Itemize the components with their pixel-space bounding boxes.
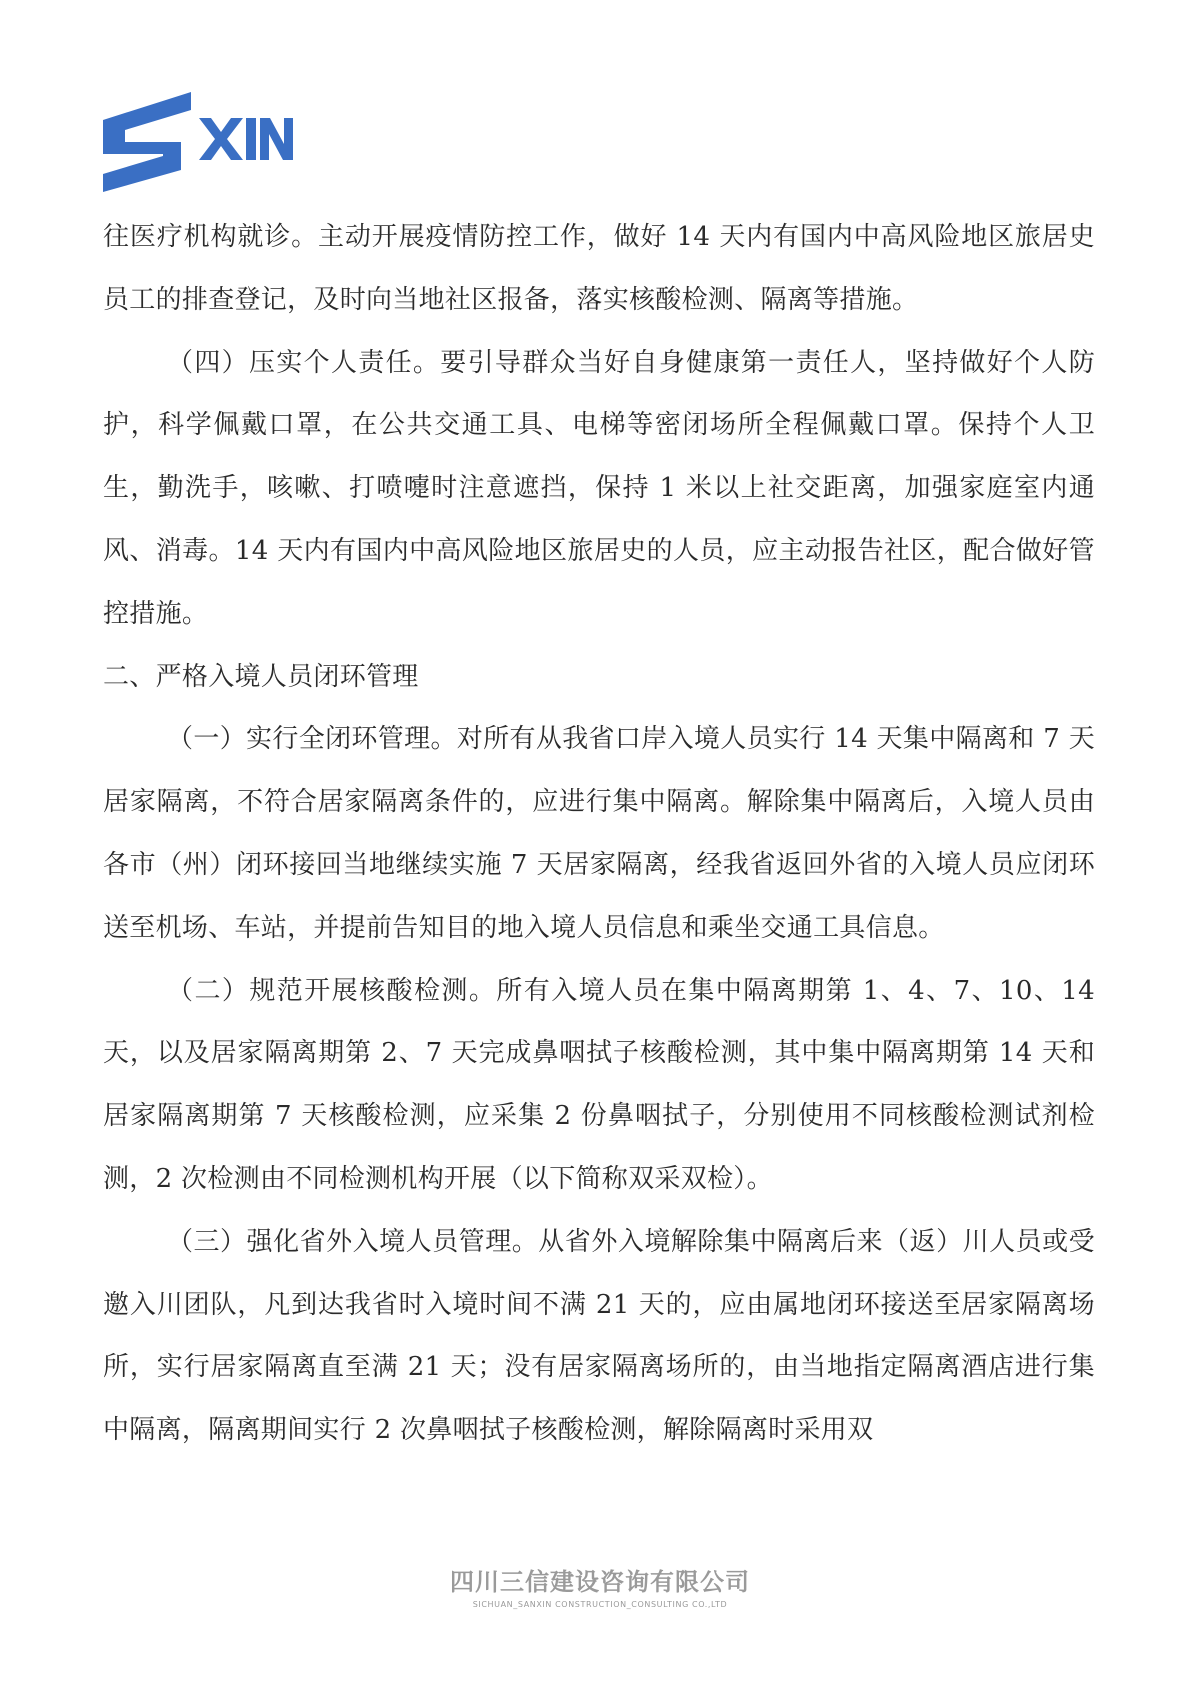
footer-company-name-en: SICHUAN_SANXIN CONSTRUCTION_CONSULTING CO.,LTD [472, 1600, 728, 1609]
page-footer [0, 1567, 1200, 1611]
paragraph-personal-responsibility: （四）压实个人责任。要引导群众当好自身健康第一责任人，坚持做好个人防护，科学佩戴口罩，在公共交通工具、电梯等密闭场所全程佩戴口罩。保持个人卫生，勤洗手，咳嗽、打喷嚏时注意遮挡，保持 1 米以上社交距离，加强家庭室内通风、消毒。14 天内有国内中高风险地区旅居史的人员，应主动报告社区，配合做好管控措施。 [103, 347, 1095, 629]
paragraph-out-of-province-entry: （三）强化省外入境人员管理。从省外入境解除集中隔离后来（返）川人员或受邀入川团队，凡到达我省时入境时间不满 21 天的，应由属地闭环接送至居家隔离场所，实行居家隔离直至满 21 天；没有居家隔离场所的，由当地指定隔离酒店进行集中隔离，隔离期间实行 2 次鼻咽拭子核酸检测，解除隔离时采用双 [103, 1226, 1095, 1446]
section-heading-inbound-management: 二、严格入境人员闭环管理 [103, 661, 419, 692]
sxin-logo-icon [103, 92, 293, 192]
footer-company-name-cn: 四川三信建设咨询有限公司 [450, 1568, 750, 1596]
paragraph-nucleic-acid-testing: （二）规范开展核酸检测。所有入境人员在集中隔离期第 1、4、7、10、14 天，以及居家隔离期第 2、7 天完成鼻咽拭子核酸检测，其中集中隔离期第 14 天和居家隔离期第 7 天核酸检测，应采集 2 份鼻咽拭子，分别使用不同核酸检测试剂检测，2 次检测由不同检测机构开展（以下简称双采双检）。 [103, 975, 1095, 1194]
paragraph-closed-loop-management: （一）实行全闭环管理。对所有从我省口岸入境人员实行 14 天集中隔离和 7 天居家隔离，不符合居家隔离条件的，应进行集中隔离。解除集中隔离后，入境人员由各市（州）闭环接回当地继续实施 7 天居家隔离，经我省返回外省的入境人员应闭环送至机场、车站，并提前告知目的地入境人员信息和乘坐交通工具信息。 [103, 724, 1095, 943]
company-logo [103, 92, 293, 192]
paragraph-continuation: 往医疗机构就诊。主动开展疫情防控工作，做好 14 天内有国内中高风险地区旅居史员工的排查登记，及时向当地社区报备，落实核酸检测、隔离等措施。 [103, 222, 1095, 315]
document-body [103, 206, 1095, 1462]
